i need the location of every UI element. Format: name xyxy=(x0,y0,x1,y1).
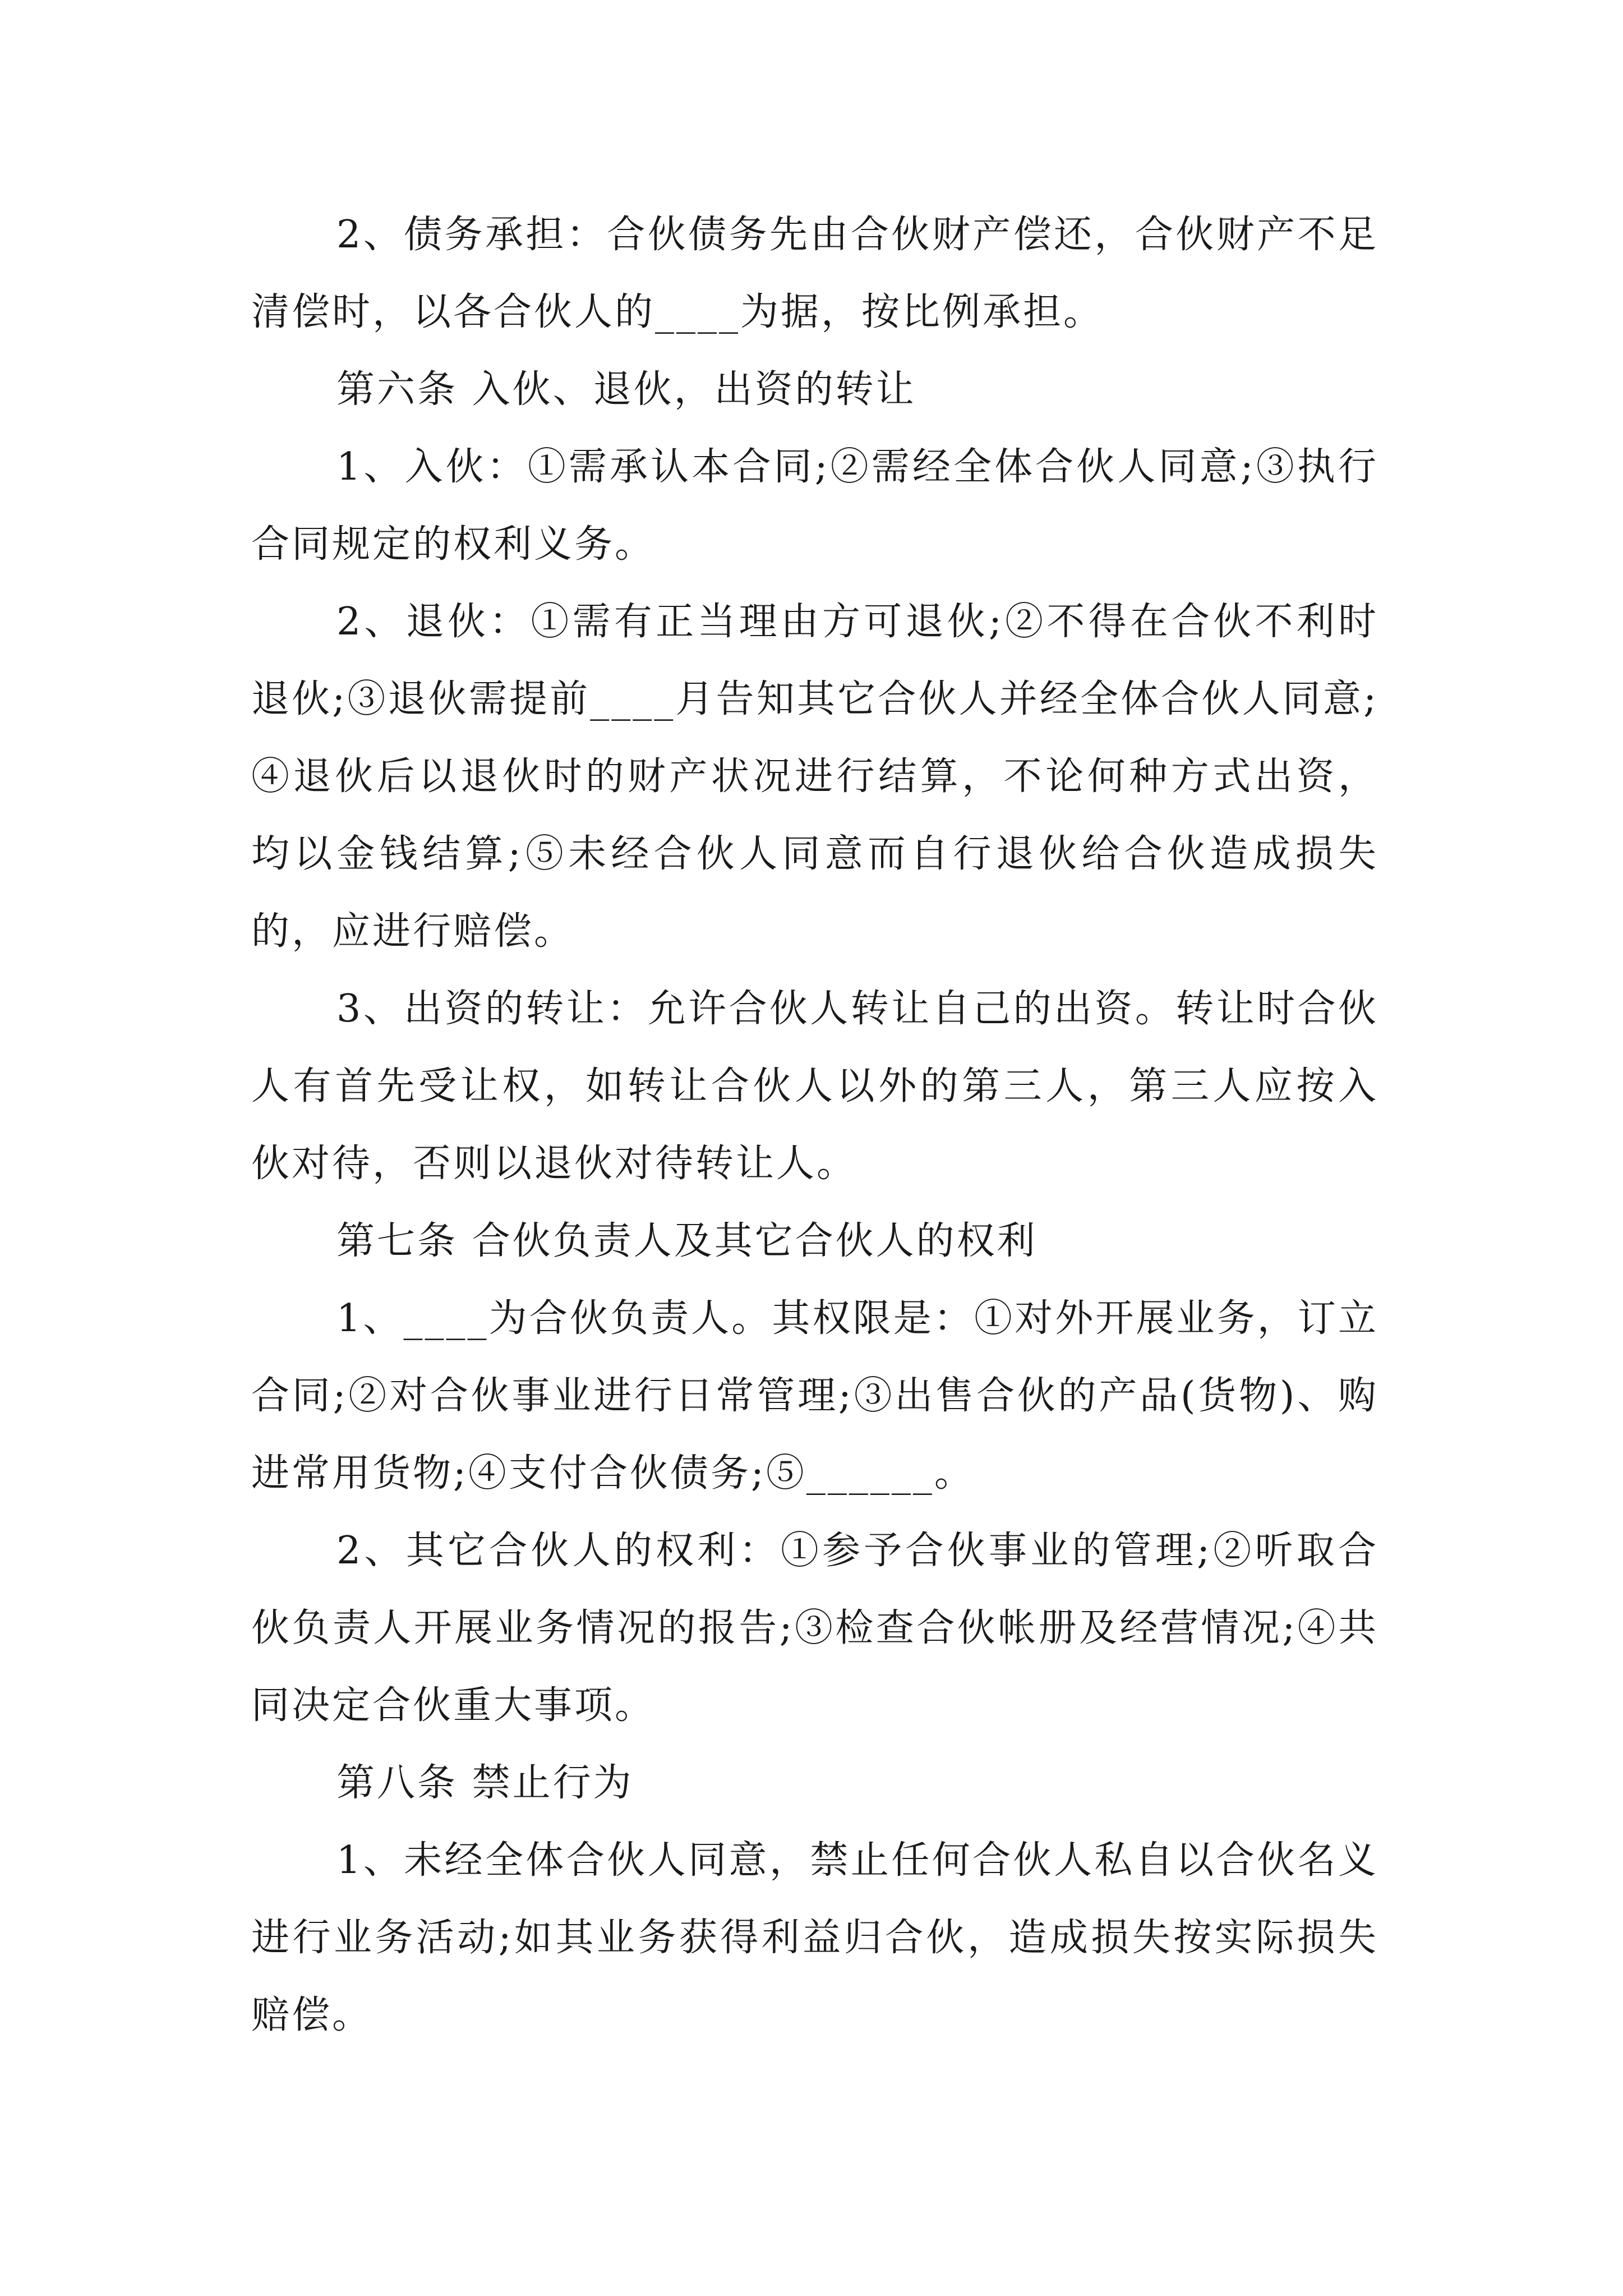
article-6-heading: 第六条 入伙、退伙，出资的转让 xyxy=(336,367,916,412)
paragraph-prohibited-conduct: 1、未经全体合伙人同意，禁止任何合伙人私自以合伙名义进行业务活动;如其业务获得利益归合伙，造成损失按实际损失赔偿。 xyxy=(251,1838,1378,2037)
paragraph-other-partner-rights: 2、其它合伙人的权利：①参予合伙事业的管理;②听取合伙负责人开展业务情况的报告;③检查合伙帐册及经营情况;④共同决定合伙重大事项。 xyxy=(251,1529,1378,1728)
paragraph-debt-bearing: 2、债务承担：合伙债务先由合伙财产偿还，合伙财产不足清偿时，以各合伙人的____为据，按比例承担。 xyxy=(251,213,1378,334)
paragraph-capital-transfer: 3、出资的转让：允许合伙人转让自己的出资。转让时合伙人有首先受让权，如转让合伙人以外的第三人，第三人应按入伙对待，否则以退伙对待转让人。 xyxy=(251,987,1378,1186)
article-8-heading: 第八条 禁止行为 xyxy=(336,1761,634,1805)
paragraph-responsible-partner: 1、____为合伙负责人。其权限是：①对外开展业务，订立合同;②对合伙事业进行日常管理;③出售合伙的产品(货物)、购进常用货物;④支付合伙债务;⑤______。 xyxy=(251,1296,1378,1496)
article-7-heading: 第七条 合伙负责人及其它合伙人的权利 xyxy=(336,1219,1038,1263)
document-body xyxy=(251,196,1378,2054)
paragraph-withdrawal: 2、退伙：①需有正当理由方可退伙;②不得在合伙不利时退伙;③退伙需提前____月告知其它合伙人并经全体合伙人同意;④退伙后以退伙时的财产状况进行结算，不论何种方式出资，均以金钱结算;⑤未经合伙人同意而自行退伙给合伙造成损失的，应进行赔偿。 xyxy=(251,600,1378,954)
paragraph-joining: 1、入伙：①需承认本合同;②需经全体合伙人同意;③执行合同规定的权利义务。 xyxy=(251,445,1378,567)
